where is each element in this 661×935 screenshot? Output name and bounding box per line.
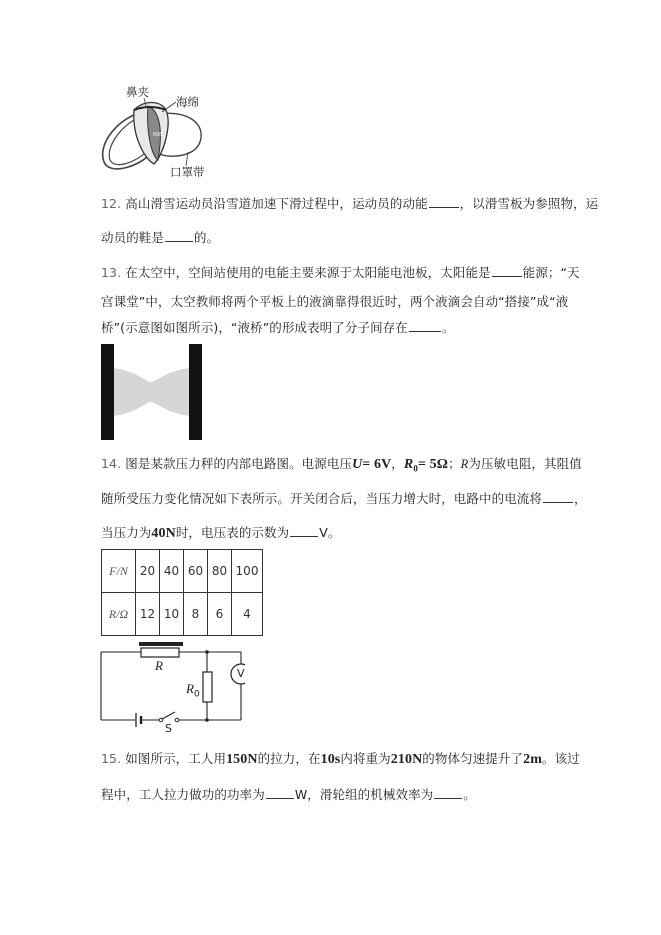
q13-line-3: 桥”(示意图如图所示)，“液桥”的形成表明了分子间存在 。 — [101, 320, 455, 335]
table-header-resistance: R/Ω — [102, 593, 136, 636]
label-nose-clip: 鼻夹 — [126, 85, 149, 99]
table-row — [102, 550, 263, 593]
table-cell: 80 — [208, 550, 232, 593]
q15-blank-1[interactable] — [266, 786, 294, 799]
q12-number: 12. — [101, 196, 122, 211]
q15-blank-2[interactable] — [434, 786, 462, 799]
label-resistor-R: R — [155, 658, 163, 673]
liquid-bridge-illustration — [101, 344, 202, 440]
q12-line-1: 12. 高山滑雪运动员沿雪道加速下滑过程中，运动员的动能 ，以滑雪板为参照物，运 — [101, 196, 599, 211]
table-cell: 40 — [160, 550, 184, 593]
table-cell: 100 — [232, 550, 263, 593]
q13-line-2: 宫课堂”中，太空教师将两个平板上的液滴靠得很近时，两个液滴会自动“搭接”成“液 — [101, 294, 569, 309]
table-row — [102, 593, 263, 636]
q13-blank-2[interactable] — [409, 319, 441, 332]
q14-blank-2[interactable] — [290, 524, 318, 537]
q13-blank-1[interactable] — [492, 264, 522, 277]
mask-print: N95 — [153, 132, 164, 138]
pressure-resistance-table — [101, 549, 263, 636]
table-cell: 8 — [184, 593, 208, 636]
table-cell: 12 — [136, 593, 160, 636]
q15-line-2: 程中，工人拉力做功的功率为 W，滑轮组的机械效率为 。 — [101, 787, 476, 802]
table-cell: 4 — [232, 593, 263, 636]
q14-blank-1[interactable] — [543, 490, 573, 503]
q15-line-1: 15. 如图所示，工人用150N的拉力，在10s内将重为210N的物体匀速提升了2m。该过 — [101, 751, 580, 767]
q14-line-1: 14. 图是某款压力秤的内部电路图。电源电压U= 6V，$R_0= 5\Omega$；R为压敏电阻，其阻值 — [101, 456, 582, 474]
table-cell: 20 — [136, 550, 160, 593]
q12-line-2: 动员的鞋是 的。 — [101, 230, 220, 245]
mask-illustration — [98, 84, 228, 184]
q14-number: 14. — [101, 456, 122, 471]
circuit-diagram — [99, 642, 245, 734]
q13-number: 13. — [101, 265, 122, 280]
mask-figure — [98, 84, 228, 184]
label-switch: S — [165, 722, 172, 735]
liquid-bridge-figure — [101, 344, 202, 440]
table-cell: 10 — [160, 593, 184, 636]
table-cell: 6 — [208, 593, 232, 636]
label-strap: 口罩带 — [170, 165, 205, 179]
q13-line-1: 13. 在太空中，空间站使用的电能主要来源于太阳能电池板，太阳能是 能源；“天 — [101, 265, 580, 280]
q12-blank-2[interactable] — [165, 229, 193, 242]
table-header-force: F/N — [102, 550, 136, 593]
circuit-illustration — [99, 642, 245, 734]
label-voltmeter: V — [237, 667, 245, 680]
q14-line-3: 当压力为40N时，电压表的示数为 V。 — [101, 525, 341, 541]
q15-number: 15. — [101, 751, 122, 766]
q12-blank-1[interactable] — [429, 195, 459, 208]
q14-line-2: 随所受压力变化情况如下表所示。开关闭合后，当压力增大时，电路中的电流将 ， — [101, 491, 587, 506]
table-cell: 60 — [184, 550, 208, 593]
label-resistor-R0: $R_0$ — [186, 681, 200, 700]
label-sponge: 海绵 — [176, 95, 199, 109]
